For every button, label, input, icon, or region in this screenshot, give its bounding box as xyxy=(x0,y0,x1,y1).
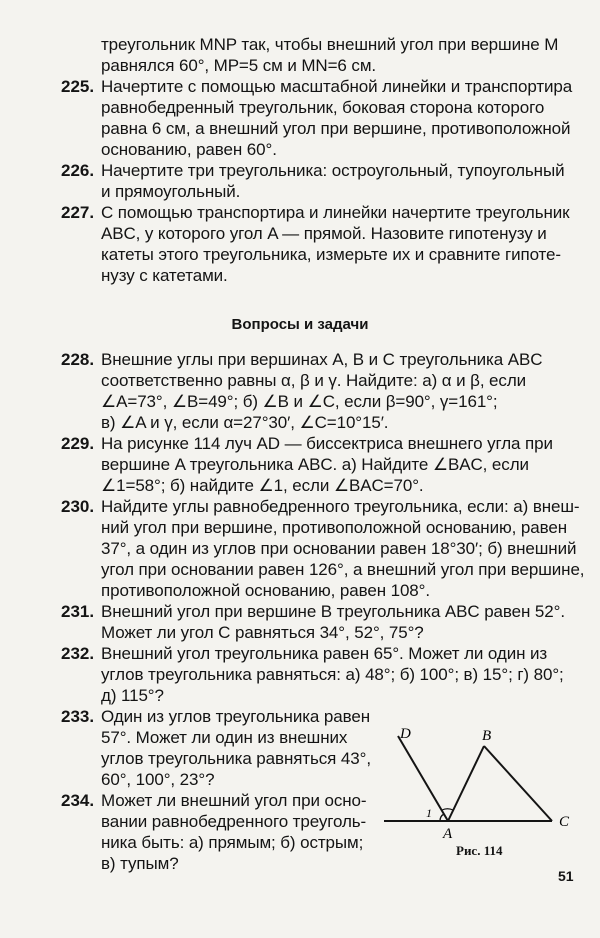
problem-228-line-4: в) ∠A и γ, если α=27°30′, ∠C=10°15′. xyxy=(101,413,389,432)
problem-233-line-1: Один из углов треугольника равен xyxy=(101,707,370,726)
problem-233-line-4: 60°, 100°, 23°? xyxy=(101,770,215,789)
label-c: C xyxy=(559,814,570,830)
problem-234-line-3: ника быть: а) прямым; б) острым; xyxy=(101,833,364,852)
problem-228-line-1: Внешние углы при вершинах A, B и C треугольника ABC xyxy=(101,350,543,369)
side-ab xyxy=(448,746,484,821)
problem-226-line-2: и прямоугольный. xyxy=(101,182,241,201)
problem-227-line-4: нузу с катетами. xyxy=(101,266,228,285)
problem-226-line-1: Начертите три треугольника: остроугольный, тупоугольный xyxy=(101,161,565,180)
section-heading: Вопросы и задачи xyxy=(231,316,369,333)
problem-number-228: 228. xyxy=(61,350,95,369)
problem-number-232: 232. xyxy=(61,644,95,663)
problem-number-230: 230. xyxy=(61,497,95,516)
problem-233-line-3: углов треугольника равняться 43°, xyxy=(101,749,371,768)
continuation-line-1: треугольник MNP так, чтобы внешний угол при вершине M xyxy=(101,35,559,54)
problem-225-line-4: основанию, равен 60°. xyxy=(101,140,277,159)
problem-229-line-2: вершине A треугольника ABC. а) Найдите ∠BAC, если xyxy=(101,455,529,474)
label-b: B xyxy=(482,728,492,744)
problem-234-line-2: вании равнобедренного треуголь- xyxy=(101,812,367,831)
problem-number-234: 234. xyxy=(61,791,95,810)
problem-234-line-4: в) тупым? xyxy=(101,854,179,873)
problem-230-line-5: противоположной основанию, равен 108°. xyxy=(101,581,430,600)
problem-230-line-3: 37°, а один из углов при основании равен 18°30′; б) внешний xyxy=(101,539,577,558)
continuation-line-2: равнялся 60°, MP=5 см и MN=6 см. xyxy=(101,56,377,75)
problem-227-line-1: С помощью транспортира и линейки начертите треугольник xyxy=(101,203,570,222)
problem-225-line-1: Начертите с помощью масштабной линейки и транспортира xyxy=(101,77,573,96)
problem-227-line-3: катеты этого треугольника, измерьте их и сравните гипоте- xyxy=(101,245,561,264)
problem-228-line-3: ∠A=73°, ∠B=49°; б) ∠B и ∠C, если β=90°, γ=161°; xyxy=(101,392,498,411)
problem-225-line-3: равна 6 см, а внешний угол при вершине, противоположной xyxy=(101,119,571,138)
label-angle-1: 1 xyxy=(426,806,432,820)
problem-230-line-4: угол при основании равен 126°, а внешний угол при вершине, xyxy=(101,560,585,579)
problem-234-line-1: Может ли внешний угол при осно- xyxy=(101,791,367,810)
problem-number-229: 229. xyxy=(61,434,95,453)
problem-227-line-2: ABC, у которого угол A — прямой. Назовите гипотенузу и xyxy=(101,224,547,243)
problem-229-line-3: ∠1=58°; б) найдите ∠1, если ∠BAC=70°. xyxy=(101,476,424,495)
problem-number-231: 231. xyxy=(61,602,95,621)
problem-232-line-2: углов треугольника равняться: а) 48°; б) 100°; в) 15°; г) 80°; xyxy=(101,665,564,684)
problem-229-line-1: На рисунке 114 луч AD — биссектриса внешнего угла при xyxy=(101,434,553,453)
problem-number-226: 226. xyxy=(61,161,95,180)
problem-230-line-1: Найдите углы равнобедренного треугольника, если: а) внеш- xyxy=(101,497,580,516)
ray-ad xyxy=(398,736,448,821)
angle-bac-arc xyxy=(442,809,453,810)
problem-225-line-2: равнобедренный треугольник, боковая сторона которого xyxy=(101,98,545,117)
problem-232-line-3: д) 115°? xyxy=(101,686,164,705)
problem-233-line-2: 57°. Может ли один из внешних xyxy=(101,728,348,747)
problem-230-line-2: ний угол при вершине, противоположной основанию, равен xyxy=(101,518,567,537)
problem-231-line-2: Может ли угол C равняться 34°, 52°, 75°? xyxy=(101,623,424,642)
angle-1-arc xyxy=(440,814,444,821)
problem-number-233: 233. xyxy=(61,707,95,726)
label-d: D xyxy=(400,726,411,742)
problem-number-225: 225. xyxy=(61,77,95,96)
page-number: 51 xyxy=(558,868,574,884)
problem-number-227: 227. xyxy=(61,203,95,222)
label-a: A xyxy=(443,826,453,842)
problem-231-line-1: Внешний угол при вершине B треугольника ABC равен 52°. xyxy=(101,602,565,621)
problem-228-line-2: соответственно равны α, β и γ. Найдите: а) α и β, если xyxy=(101,371,527,390)
side-bc xyxy=(484,746,552,821)
problem-232-line-1: Внешний угол треугольника равен 65°. Может ли один из xyxy=(101,644,548,663)
figure-caption: Рис. 114 xyxy=(456,843,503,858)
